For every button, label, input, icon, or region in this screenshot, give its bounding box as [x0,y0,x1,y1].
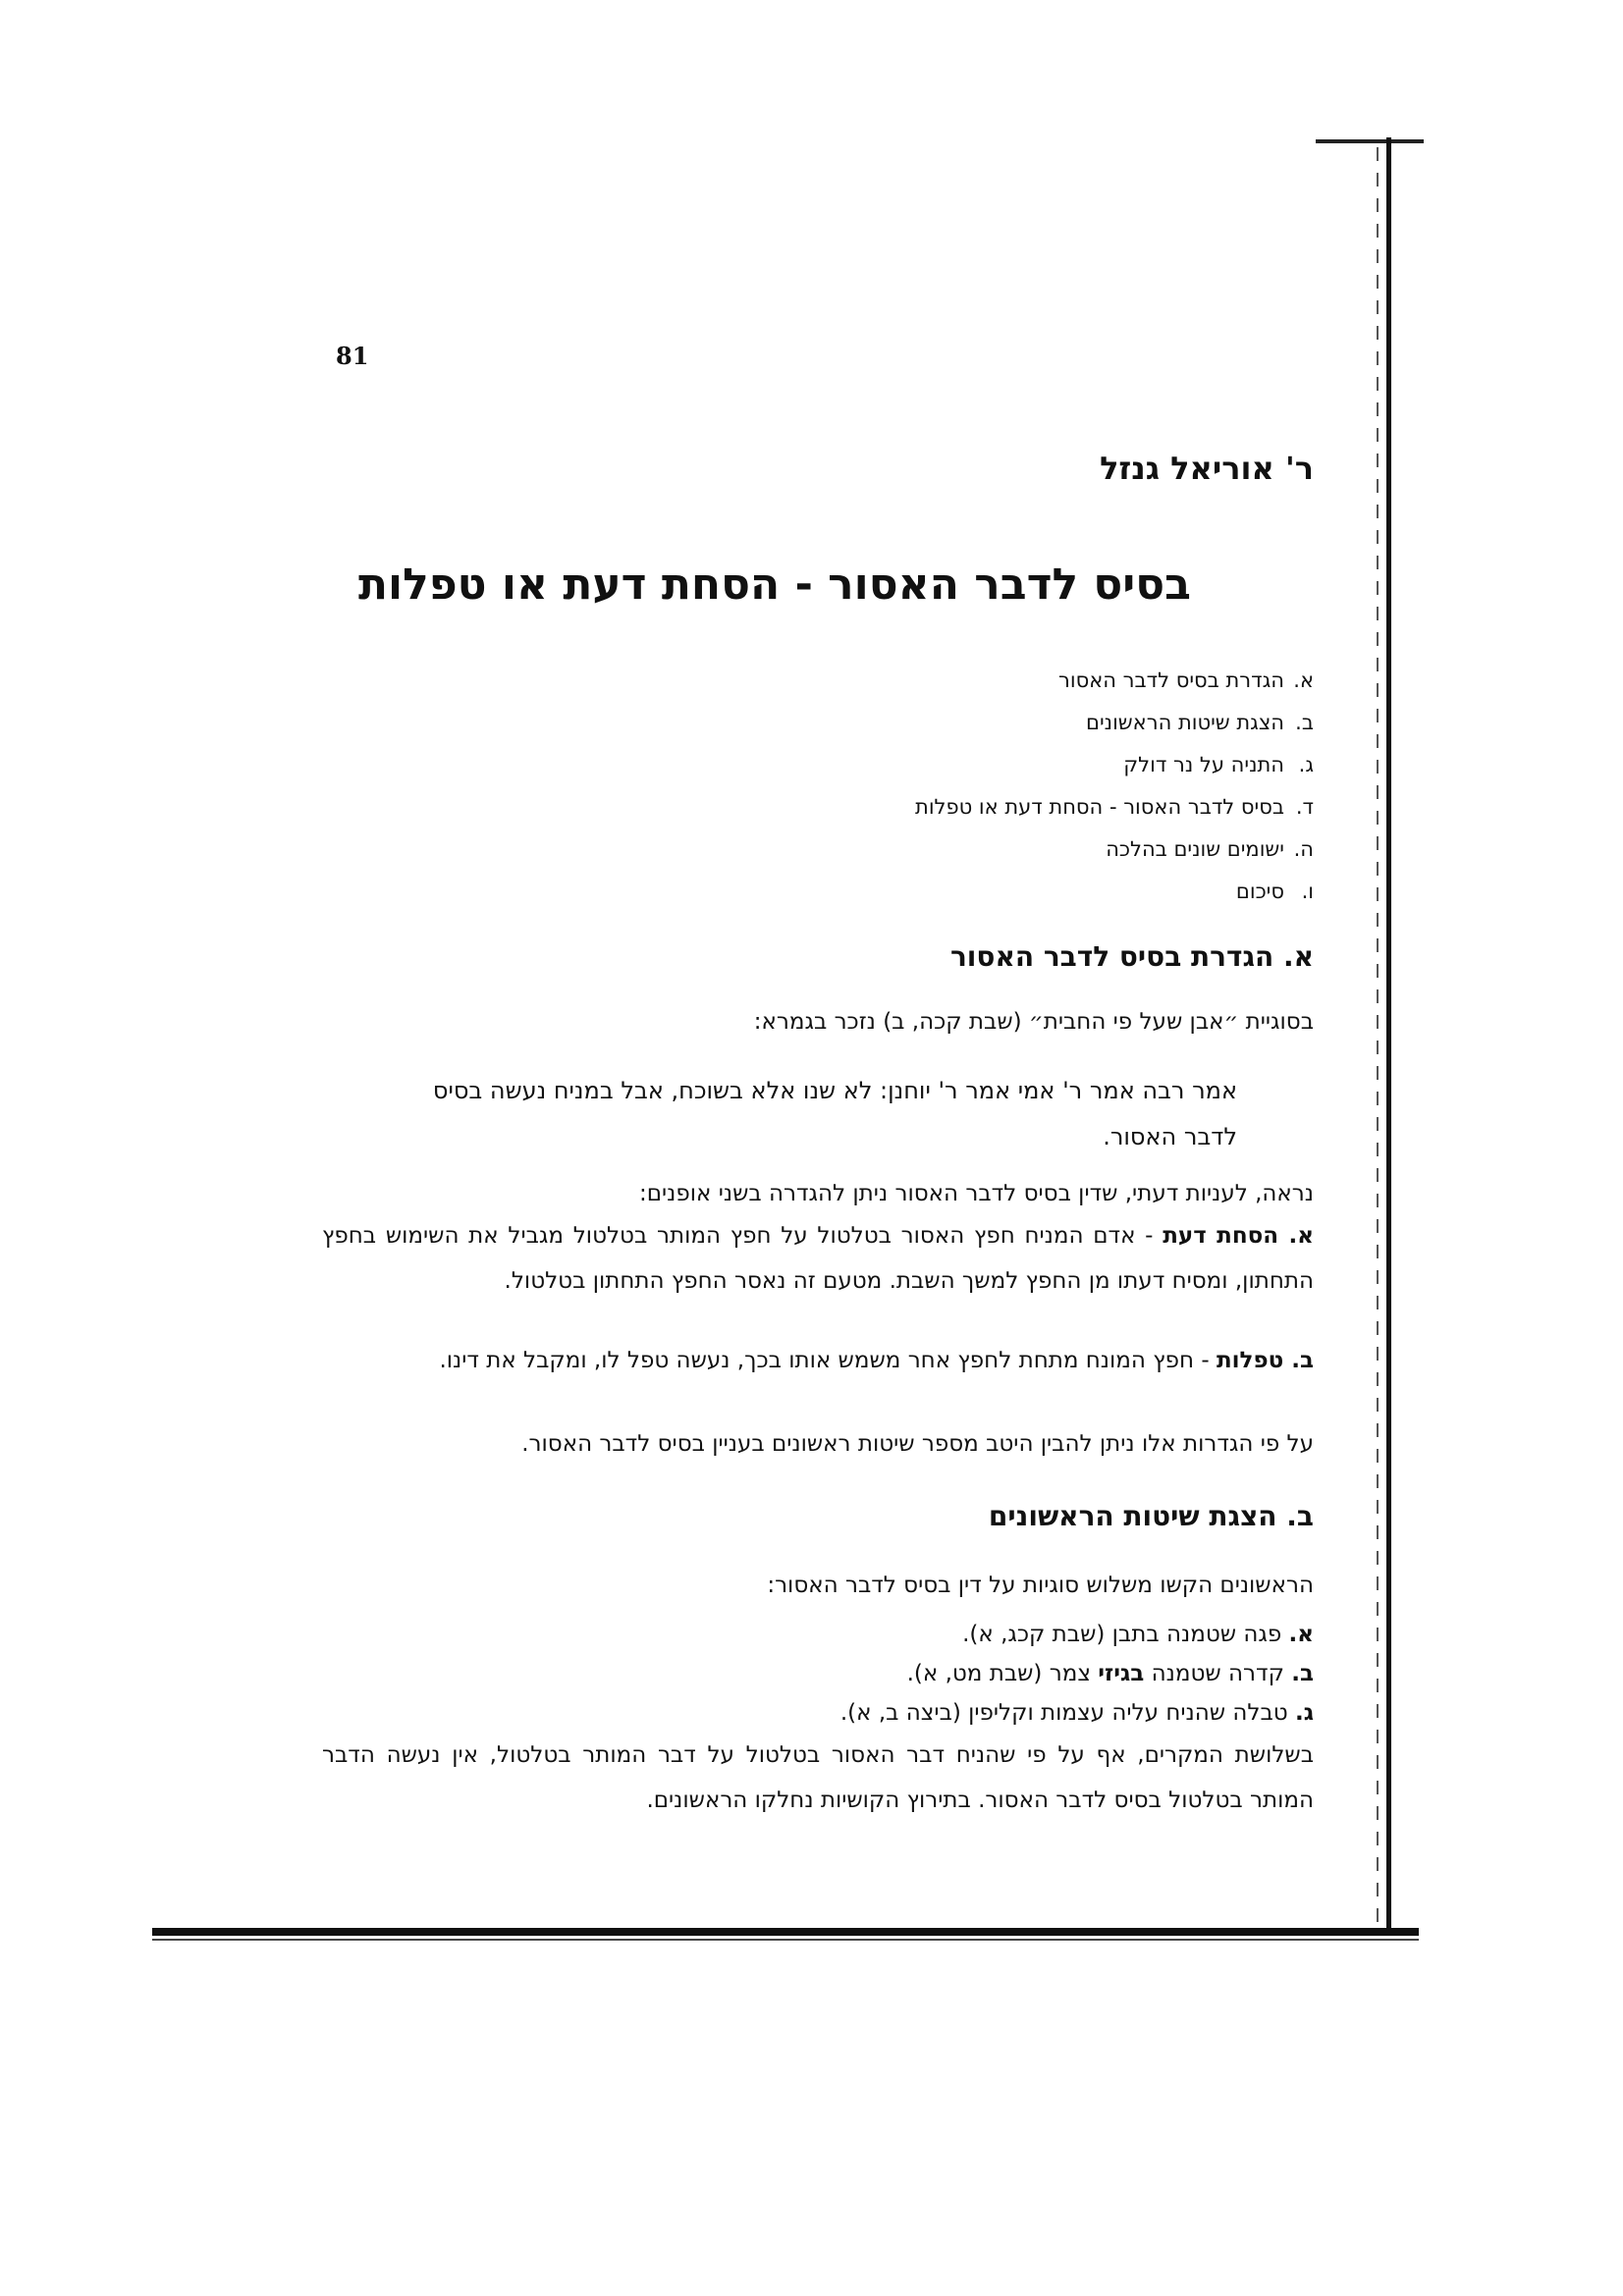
bottom-rule [152,1928,1419,1936]
toc-text: ישומים שונים בהלכה [1106,837,1284,861]
definition-subordination-label: ב. טפלות [1216,1348,1314,1373]
section-b-closing: בשלושת המקרים, אף על פי שהניח דבר האסור בטלטול על דבר המותר בטלטול, אין נעשה הדבר המותר בטלטול בסיס לדבר האסור. בתירוץ הקושיות נחלקו הראשונים. [322,1742,1314,1813]
talmud-quote: אמר רבה אמר ר' אמי אמר ר' יוחנן: לא שנו אלא בשוכח, אבל במניח נעשה בסיס לדבר האסור. [432,1077,1237,1150]
list-item-label: ב. [1291,1661,1314,1686]
section-a-conclusion: על פי הגדרות אלו ניתן להבין היטב מספר שיטות ראשונים בעניין בסיס לדבר האסור. [521,1431,1314,1457]
article-title: בסיס לדבר האסור - הסחת דעת או טפלות [357,560,1191,610]
toc-letter: ב. [1295,711,1314,734]
toc-text: הצגת שיטות הראשונים [1086,711,1284,734]
section-b-heading: ב. הצגת שיטות הראשונים [988,1500,1314,1532]
section-a-heading: א. הגדרת בסיס לדבר האסור [949,940,1314,973]
toc-letter: ג. [1298,753,1314,776]
toc-letter: א. [1293,668,1314,692]
list-item-text: טבלה שהניח עליה עצמות וקליפין (ביצה ב, א). [839,1700,1295,1726]
author-name: ר' אוריאל גנזל [1100,450,1314,487]
toc-text: בסיס לדבר האסור - הסחת דעת או טפלות [915,795,1284,819]
spine-top-rule [1316,139,1424,143]
toc-text: התניה על נר דולק [1123,753,1284,776]
toc-text: הגדרת בסיס לדבר האסור [1058,668,1284,692]
list-item-text-end: צמר (שבת מט, א). [906,1661,1099,1686]
toc-item [915,660,1314,702]
page-spine-rule [1386,137,1391,1934]
list-item [907,1654,1314,1693]
page-number: 81 [336,342,369,370]
definition-subordination-text: - חפץ המונח מתחת לחפץ אחר משמש אותו בכך, נעשה טפל לו, ומקבל את דינו. [439,1348,1217,1373]
definition-distraction-text: - אדם המניח חפץ האסור בטלטול על חפץ המותר בטלטול מגביל את השימוש בחפץ התחתון, ומסיח דעתו מן החפץ למשך השבת. מטעם זה נאסר החפץ התחתון בטלטול. [322,1223,1314,1294]
toc-item [915,786,1314,828]
toc-letter: ד. [1295,795,1314,819]
list-item-label: א. [1288,1622,1314,1647]
list-item-bold: בגיזי [1098,1661,1145,1686]
toc-text: סיכום [1235,880,1284,903]
list-item-label: ג. [1294,1700,1314,1726]
toc-item [915,828,1314,871]
section-a-paragraph: נראה, לעניות דעתי, שדין בסיס לדבר האסור ניתן להגדרה בשני אופנים: [639,1181,1314,1206]
section-a-intro: בסוגיית ״אבן שעל פי החבית״ (שבת קכה, ב) נזכר בגמרא: [753,1009,1314,1035]
definition-distraction [322,1213,1314,1304]
list-item-text: פגה שטמנה בתבן (שבת קכג, א). [962,1622,1289,1647]
toc-item [915,702,1314,744]
definition-subordination [322,1338,1314,1383]
definition-distraction-label: א. הסחת דעת [1163,1223,1315,1249]
table-of-contents [915,660,1314,913]
toc-item [915,744,1314,786]
list-item-text: קדרה שטמנה [1144,1661,1292,1686]
section-b-intro: הראשונים הקשו משלוש סוגיות על דין בסיס לדבר האסור: [767,1573,1314,1598]
toc-item [915,871,1314,913]
list-item [962,1615,1314,1654]
list-item [840,1693,1314,1733]
bottom-rule-thin [152,1939,1419,1941]
toc-letter: ו. [1301,880,1314,903]
page-spine-shadow [1377,147,1379,1934]
toc-letter: ה. [1293,837,1314,861]
